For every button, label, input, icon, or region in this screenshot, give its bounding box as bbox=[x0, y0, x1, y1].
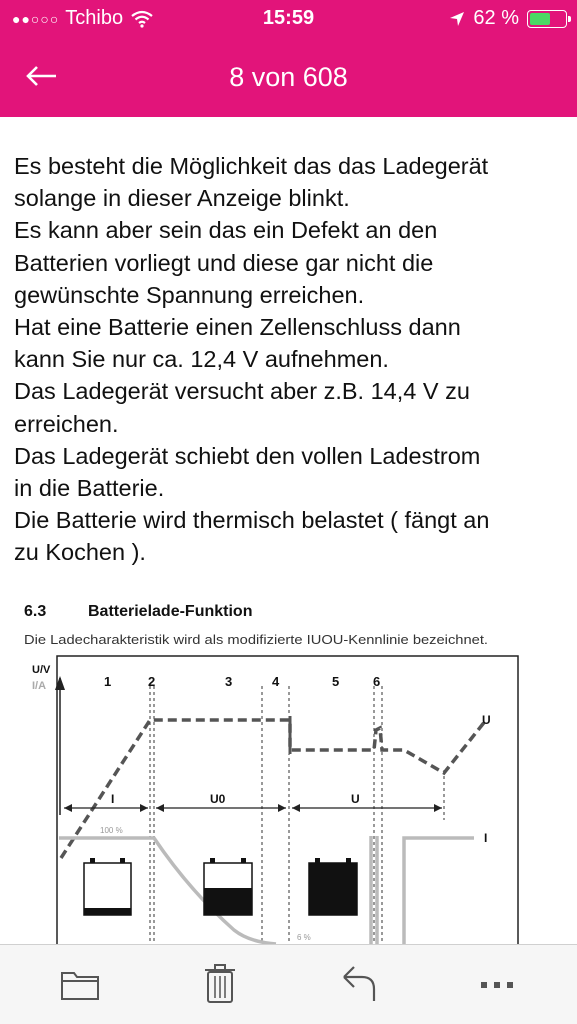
current-step bbox=[404, 838, 474, 944]
diagram-subtitle: Die Ladecharakteristik wird als modifizierte IUOU-Kennlinie bezeichnet. bbox=[24, 633, 488, 647]
battery-empty-icon bbox=[84, 858, 131, 915]
status-bar bbox=[0, 0, 577, 38]
message-line: Batterien vorliegt und diese gar nicht die bbox=[14, 249, 434, 276]
phase-arrowhead bbox=[278, 804, 286, 812]
voltage-curve-label: U bbox=[482, 713, 491, 727]
message-line: solange in dieser Anzeige blinkt. bbox=[14, 185, 350, 212]
message-line: Das Ladegerät versucht aber z.B. 14,4 V zu bbox=[14, 378, 470, 405]
phase-label: I bbox=[111, 792, 115, 806]
message-line: Das Ladegerät schiebt den vollen Ladestrom bbox=[14, 442, 481, 469]
message-line: erreichen. bbox=[14, 410, 119, 437]
phase-number: 2 bbox=[148, 674, 156, 689]
more-icon[interactable] bbox=[474, 961, 520, 1007]
app-header bbox=[0, 0, 577, 117]
phase-number: 1 bbox=[104, 674, 112, 689]
message-line: in die Batterie. bbox=[14, 475, 165, 502]
percent-100-label: 100 % bbox=[100, 826, 123, 835]
phase-number: 5 bbox=[332, 674, 340, 689]
y-axis-label-current: I/A bbox=[32, 680, 47, 692]
battery-full-icon bbox=[309, 858, 357, 915]
message-line: gewünschte Spannung erreichen. bbox=[14, 281, 365, 308]
section-number: 6.3 bbox=[24, 603, 47, 620]
phase-number: 4 bbox=[272, 674, 280, 689]
battery-half-icon bbox=[204, 858, 252, 915]
message-line: zu Kochen ). bbox=[14, 539, 146, 566]
phase-arrowhead bbox=[156, 804, 164, 812]
battery-fill bbox=[530, 13, 550, 25]
phase-arrowhead bbox=[64, 804, 72, 812]
phase-arrowhead bbox=[292, 804, 300, 812]
phase-arrowhead bbox=[434, 804, 442, 812]
phase-arrowhead bbox=[140, 804, 148, 812]
signal-strength: ●●○○○ bbox=[12, 10, 60, 27]
phase-label: U0 bbox=[210, 792, 226, 806]
status-time: 15:59 bbox=[262, 7, 315, 29]
trash-icon[interactable] bbox=[197, 961, 243, 1007]
message-line: Es besteht die Möglichkeit das das Ladegerät bbox=[14, 153, 489, 179]
bottom-toolbar bbox=[0, 944, 577, 1024]
image-attachment[interactable] bbox=[14, 590, 534, 944]
message-line: Es kann aber sein das ein Defekt an den bbox=[14, 217, 438, 244]
battery-percent: 62 % bbox=[473, 7, 519, 29]
page-title: 8 von 608 bbox=[229, 62, 348, 92]
battery-tip bbox=[568, 16, 571, 22]
carrier-name: Tchibo bbox=[65, 7, 124, 29]
message-body bbox=[14, 150, 564, 569]
current-curve-label: I bbox=[484, 831, 488, 845]
phase-number: 3 bbox=[225, 674, 233, 689]
y-axis-label-voltage: U/V bbox=[32, 664, 51, 676]
message-line: Hat eine Batterie einen Zellenschluss dann bbox=[14, 314, 461, 341]
phase-number: 6 bbox=[373, 674, 381, 689]
phase-label: U bbox=[351, 792, 360, 806]
folder-icon[interactable] bbox=[57, 961, 103, 1007]
battery-icon bbox=[527, 10, 567, 28]
section-title: Batterielade-Funktion bbox=[88, 603, 253, 620]
message-line: kann Sie nur ca. 12,4 V aufnehmen. bbox=[14, 346, 389, 373]
percent-6-label: 6 % bbox=[297, 933, 311, 942]
nav-bar bbox=[0, 38, 577, 117]
location-arrow-icon bbox=[449, 11, 465, 27]
reply-icon[interactable] bbox=[336, 961, 382, 1007]
status-right bbox=[449, 7, 567, 30]
message-line: Die Batterie wird thermisch belastet ( fängt an bbox=[14, 507, 490, 534]
charging-diagram bbox=[14, 590, 534, 944]
